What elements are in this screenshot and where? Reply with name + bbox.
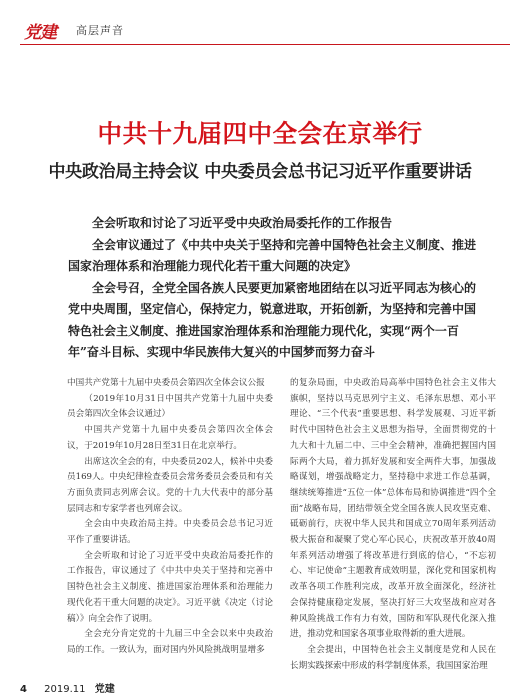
issue-date: 2019.11 bbox=[44, 684, 86, 695]
summary-paragraph: 全会听取和讨论了习近平受中央政治局委托作的工作报告 bbox=[92, 216, 393, 230]
body-paragraph: （2019年10月31日中国共产党第十九届中央委员会第四次全体会议通过） bbox=[67, 393, 273, 420]
body-paragraph: 全会听取和讨论了习近平受中央政治局委托作的工作报告，审议通过了《中共中央关于坚持和完善中国特色社会主义制度、推进国家治理体系和治理能力现代化若干重大问题的决定》。习近平就《决定（讨论稿）》向全会作了说明。 bbox=[67, 550, 273, 624]
page-header bbox=[20, 10, 510, 50]
body-paragraph: 的复杂局面，中央政治局高举中国特色社会主义伟大旗帜，坚持以马克思列宁主义、毛泽东思想、邓小平理论、“三个代表”重要思想、科学发展观、习近平新时代中国特色社会主义思想为指导，全面贯彻党的十九大和十九届二中、三中全会精神，准确把握国内国际两个大局，着力抓好发展和安全两件大事，加强战略谋划，增强战略定力，坚持稳中求进工作总基调，继续统筹推进“五位一体”总体布局和协调推进“四个全面”战略布局，团结带领全党全国各族人民攻坚克难、砥砺前行，庆祝中华人民共和国成立70周年系列活动极大振奋和凝聚了党心军心民心，庆祝改革开放40周年系列活动增强了将改革进行到底的信心，“不忘初心、牢记使命”主题教育成效明显，深化党和国家机构改革各项工作胜利完成，改革开放全面深化，经济社会保持健康稳定发展，坚决打好三大攻坚战和应对各种风险挑战工作有力有效，国防和军队现代化深入推进，推动党和国家各项事业取得新的重大进展。 bbox=[290, 378, 496, 640]
body-paragraph: 全会由中央政治局主持。中央委员会总书记习近平作了重要讲话。 bbox=[67, 519, 273, 546]
page-number: 4 bbox=[20, 684, 27, 695]
summary-paragraph: 全会审议通过了《中共中央关于坚持和完善中国特色社会主义制度、推进国家治理体系和治理能力现代化若干重大问题的决定》 bbox=[68, 237, 477, 273]
article-title: 中共十九届四中全会在京举行 bbox=[97, 119, 423, 148]
body-paragraph: 中国共产党第十九届中央委员会第四次全体会议公报 bbox=[67, 378, 265, 388]
magazine-logo: 党建 bbox=[24, 23, 56, 43]
body-paragraph: 中国共产党第十九届中央委员会第四次全体会议，于2019年10月28日至31日在北京举行。 bbox=[67, 425, 273, 451]
body-column-right bbox=[290, 376, 496, 674]
body-paragraph: 出席这次全会的有，中央委员202人，候补中央委员169人。中央纪律检查委员会常务委员会委员和有关方面负责同志列席会议。党的十九大代表中的部分基层同志和专家学者也列席会议。 bbox=[67, 456, 273, 514]
magazine-name: 党建 bbox=[94, 684, 115, 695]
summary-paragraph: 全会号召，全党全国各族人民要更加紧密地团结在以习近平同志为核心的党中央周围，坚定信心，保持定力，锐意进取，开拓创新，为坚持和完善中国特色社会主义制度、推进国家治理体系和治理能力现代化，实现“两个一百年”奋斗目标、实现中华民族伟大复兴的中国梦而努力奋斗 bbox=[68, 280, 477, 359]
body-column-left bbox=[67, 376, 273, 659]
body-paragraph: 全会提出，中国特色社会主义制度是党和人民在长期实践探索中形成的科学制度体系，我国国家治理 bbox=[290, 644, 496, 671]
page-footer bbox=[20, 680, 115, 695]
article-subtitle: 中央政治局主持会议 中央委员会总书记习近平作重要讲话 bbox=[48, 162, 472, 182]
section-title: 高层声音 bbox=[76, 24, 124, 37]
body-paragraph: 全会充分肯定党的十九届三中全会以来中央政治局的工作。一致认为，面对国内外风险挑战明显增多 bbox=[67, 629, 273, 655]
header-rule bbox=[20, 44, 510, 45]
summary-block bbox=[68, 213, 478, 364]
